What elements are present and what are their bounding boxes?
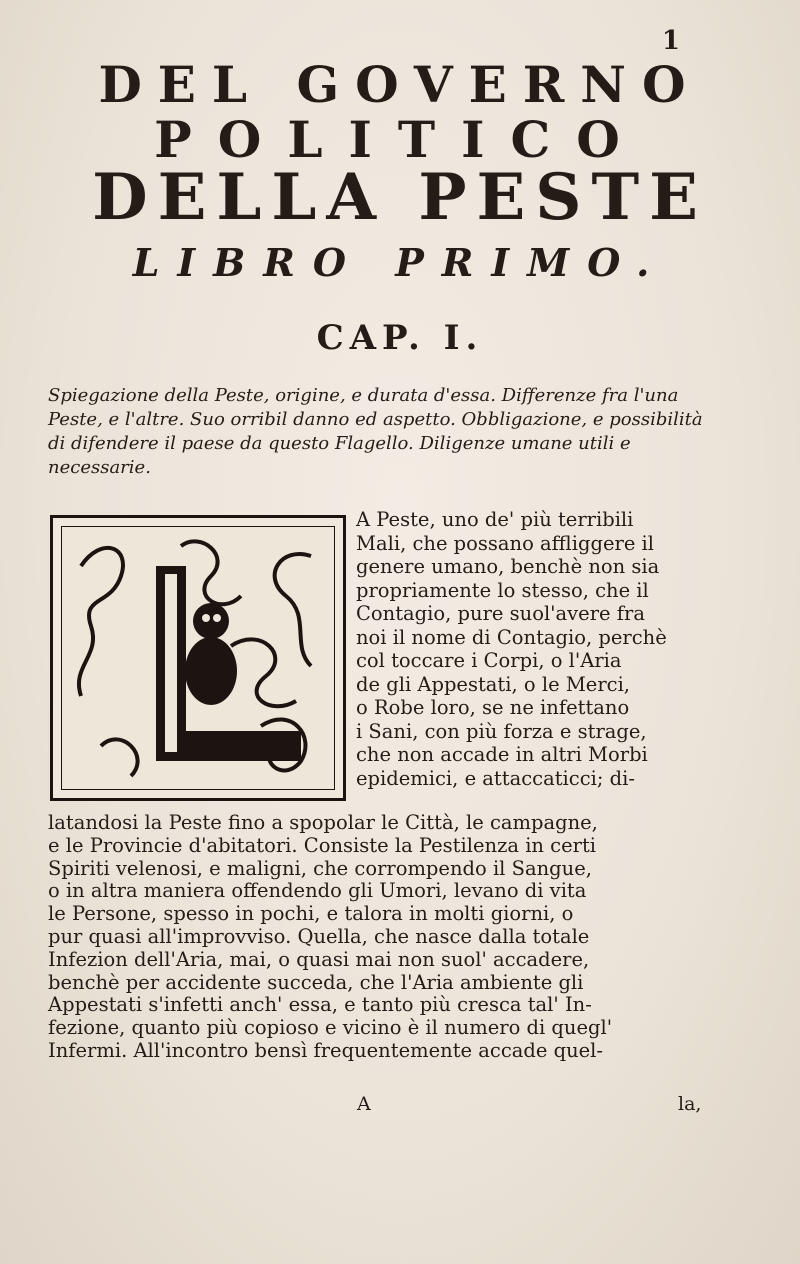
text-line: che non accade in altri Morbi	[356, 743, 648, 766]
title-line-3: DELLA PESTE	[92, 160, 708, 235]
text-line: e le Provincie d'abitatori. Consiste la Pestilenza in certi	[48, 833, 597, 857]
text-line: benchè per accidente succeda, che l'Aria ambiente gli	[48, 970, 584, 994]
text-line: Appestati s'infetti anch' essa, e tanto più cresca tal' In-	[48, 993, 592, 1017]
text-line: pur quasi all'improvviso. Quella, che nasce dalla totale	[48, 924, 590, 948]
text-line: genere umano, benchè non sia	[356, 555, 660, 578]
paragraph-beside-initial	[356, 508, 708, 790]
chapter-summary: Spiegazione della Peste, origine, e durata d'essa. Differenze fra l'una Peste, e l'altre. Suo orribil danno ed aspetto. Obbligazione, e possibilità di difendere il paese da questo Flagello. Diligenze umane utili e necessarie.	[48, 385, 703, 478]
text-line: le Persone, spesso in pochi, e talora in molti giorni, o	[48, 902, 574, 926]
title-line-1: DEL GOVERNO	[98, 55, 702, 114]
text-line: de gli Appestati, o le Merci,	[356, 672, 630, 696]
drop-cap-letter	[53, 518, 54, 519]
text-line: fezione, quanto più copioso e vicino è il numero di quegl'	[48, 1016, 613, 1040]
text-line: epidemici, e attaccaticci; di-	[356, 766, 635, 790]
text-line: Spiriti velenosi, e maligni, che corrompendo il Sangue,	[48, 856, 592, 880]
text-line: Mali, che possano affliggere il	[356, 531, 655, 555]
text-line: o Robe loro, se ne infettano	[356, 696, 630, 719]
text-line: Contagio, pure suol'avere fra	[356, 602, 645, 625]
text-line: o in altra maniera offendendo gli Umori, levano di vita	[48, 879, 587, 903]
catchword: la,	[678, 1093, 702, 1115]
title-line-2: POLITICO	[154, 110, 646, 169]
text-line: propriamente lo stesso, che il	[356, 578, 649, 602]
text-line: Infezion dell'Aria, mai, o quasi mai non suol' accadere,	[48, 947, 590, 971]
book-heading: LIBRO PRIMO.	[132, 240, 668, 285]
decorated-initial	[50, 515, 346, 801]
text-line: col toccare i Corpi, o l'Aria	[356, 649, 622, 672]
chapter-heading: CAP. I.	[316, 318, 484, 358]
paragraph-full-width	[48, 812, 718, 1063]
text-line: i Sani, con più forza e strage,	[356, 719, 647, 743]
signature-mark: A	[357, 1093, 371, 1115]
text-line: A Peste, uno de' più terribili	[356, 508, 634, 531]
text-line: Infermi. All'incontro bensì frequentemente accade quel-	[48, 1038, 603, 1062]
text-line: latandosi la Peste fino a spopolar le Città, le campagne,	[48, 811, 598, 834]
text-line: noi il nome di Contagio, perchè	[356, 625, 667, 649]
ornament-letter-l-icon	[61, 526, 335, 790]
page-number: 1	[661, 26, 680, 56]
